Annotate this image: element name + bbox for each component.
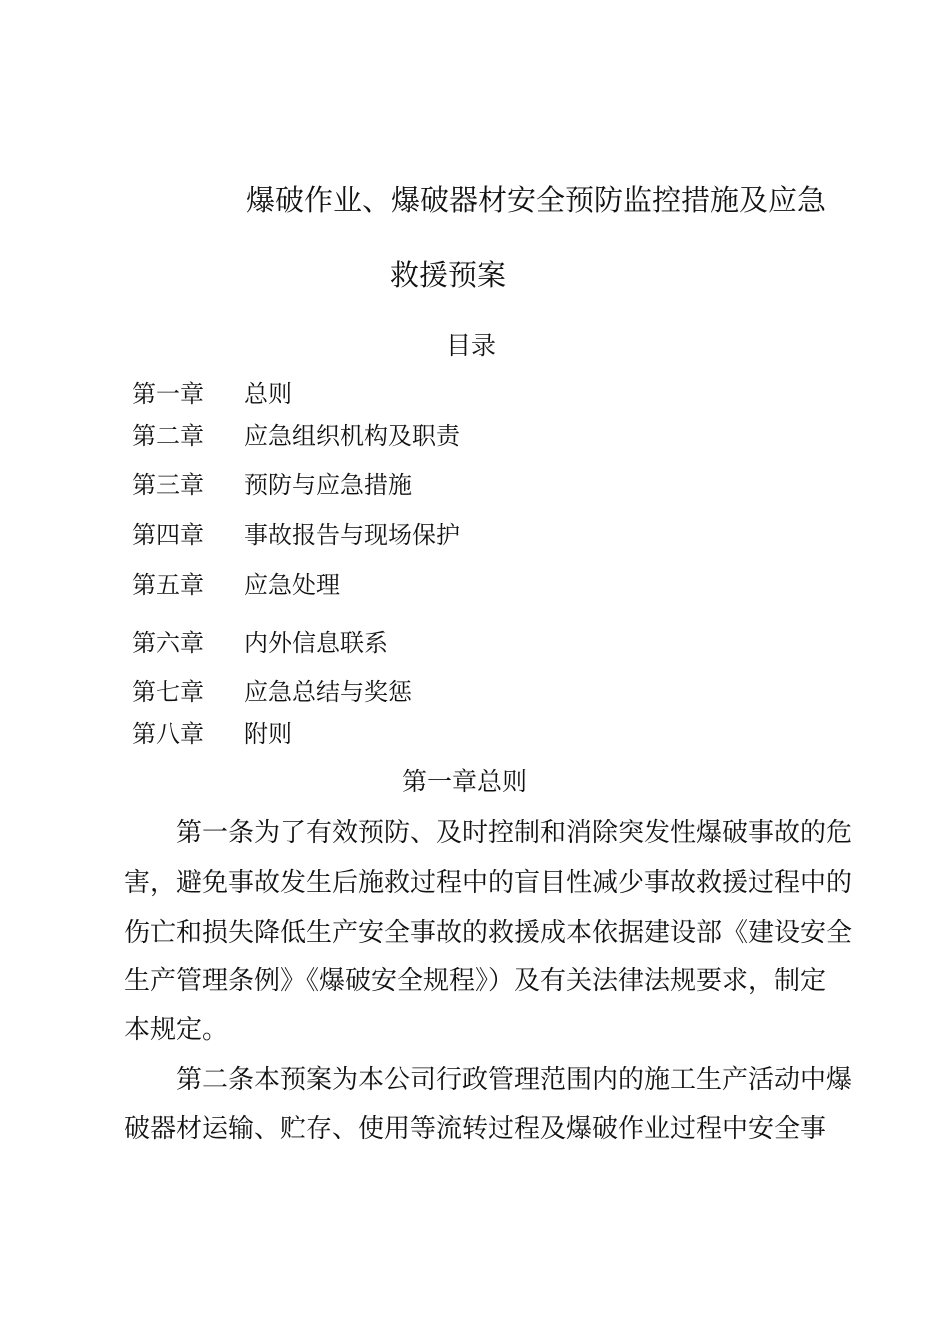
toc-chapter-name: 应急处理 (244, 571, 340, 599)
body-text-line: 第一条为了有效预防、及时控制和消除突发性爆破事故的危 (176, 818, 853, 848)
toc-chapter-number: 第四章 (132, 521, 204, 549)
toc-chapter-name: 预防与应急措施 (244, 471, 412, 499)
document-title-line-1: 爆破作业、爆破器材安全预防监控措施及应急 (246, 183, 827, 217)
toc-chapter-name: 应急组织机构及职责 (244, 422, 460, 450)
toc-entry (132, 626, 388, 660)
toc-chapter-name: 应急总结与奖惩 (244, 678, 412, 706)
toc-heading: 目录 (446, 331, 497, 360)
toc-entry (132, 518, 460, 552)
toc-chapter-name: 事故报告与现场保护 (244, 521, 460, 549)
toc-chapter-name: 内外信息联系 (244, 629, 388, 657)
toc-chapter-number: 第六章 (132, 629, 204, 657)
body-text-line: 本规定。 (124, 1015, 229, 1045)
body-text-line: 伤亡和损失降低生产安全事故的救援成本依据建设部《建设安全 (124, 918, 853, 948)
toc-chapter-number: 第七章 (132, 678, 204, 706)
document-title-line-2: 救援预案 (390, 258, 507, 292)
toc-entry (132, 717, 292, 751)
chapter-heading: 第一章总则 (402, 767, 528, 796)
toc-entry (132, 675, 412, 709)
toc-entry (132, 468, 412, 502)
toc-chapter-number: 第一章 (132, 380, 204, 408)
toc-entry (132, 419, 460, 453)
toc-chapter-name: 附则 (244, 720, 292, 748)
toc-entry (132, 568, 340, 602)
body-text-line: 害，避免事故发生后施救过程中的盲目性减少事故救援过程中的 (124, 868, 853, 898)
body-text-line: 生产管理条例》《爆破安全规程》）及有关法律法规要求，制定 (124, 966, 827, 996)
toc-chapter-number: 第五章 (132, 571, 204, 599)
toc-chapter-number: 第八章 (132, 720, 204, 748)
toc-entry (132, 377, 292, 411)
body-text-line: 第二条本预案为本公司行政管理范围内的施工生产活动中爆 (176, 1065, 853, 1095)
toc-chapter-number: 第二章 (132, 422, 204, 450)
toc-chapter-number: 第三章 (132, 471, 204, 499)
body-text-line: 破器材运输、贮存、使用等流转过程及爆破作业过程中安全事 (124, 1114, 827, 1144)
toc-chapter-name: 总则 (244, 380, 292, 408)
